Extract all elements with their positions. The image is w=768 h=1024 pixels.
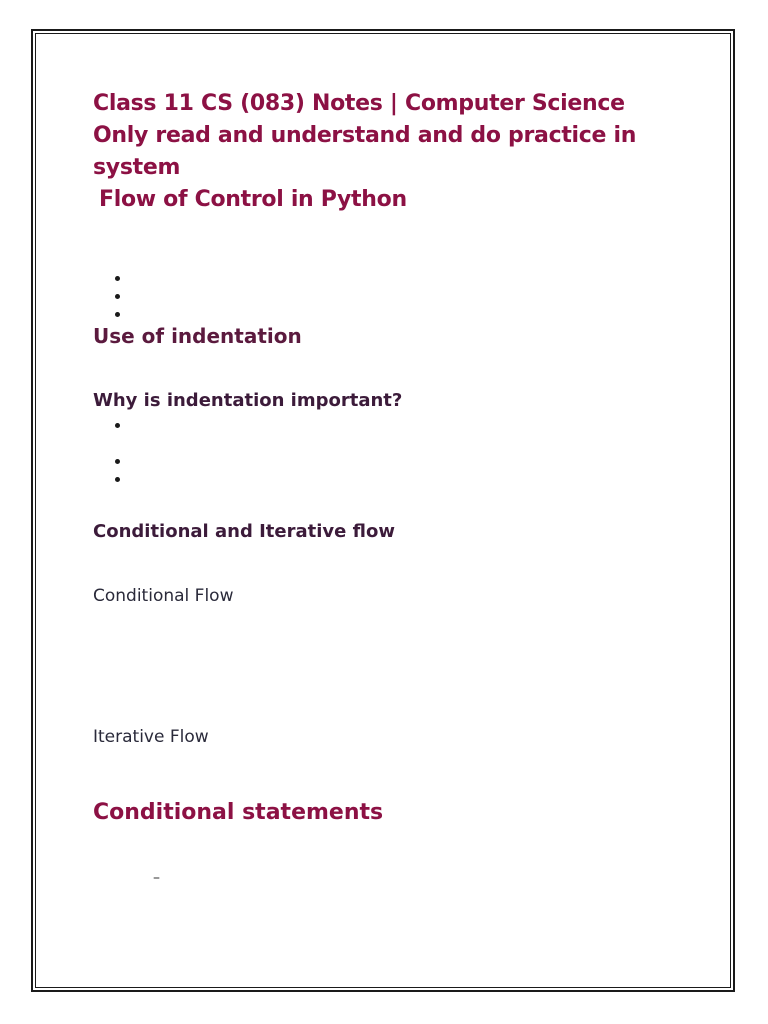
text-conditional-flow: Conditional Flow	[93, 586, 234, 606]
heading-why-indentation: Why is indentation important?	[93, 390, 403, 411]
title-line-4: Flow of Control in Python	[99, 187, 407, 212]
page-content	[93, 88, 693, 886]
title-line-1: Class 11 CS (083) Notes | Computer Science	[93, 91, 625, 116]
title-line-2: Only read and understand and do practice in	[93, 123, 637, 148]
heading-conditional-iterative: Conditional and Iterative flow	[93, 521, 395, 542]
text-iterative-flow: Iterative Flow	[93, 727, 209, 747]
heading-use-of-indentation: Use of indentation	[93, 324, 302, 348]
heading-conditional-statements: Conditional statements	[93, 800, 384, 825]
document-title	[93, 88, 693, 216]
dash-marker: –	[153, 870, 160, 886]
title-line-3: system	[93, 155, 181, 180]
